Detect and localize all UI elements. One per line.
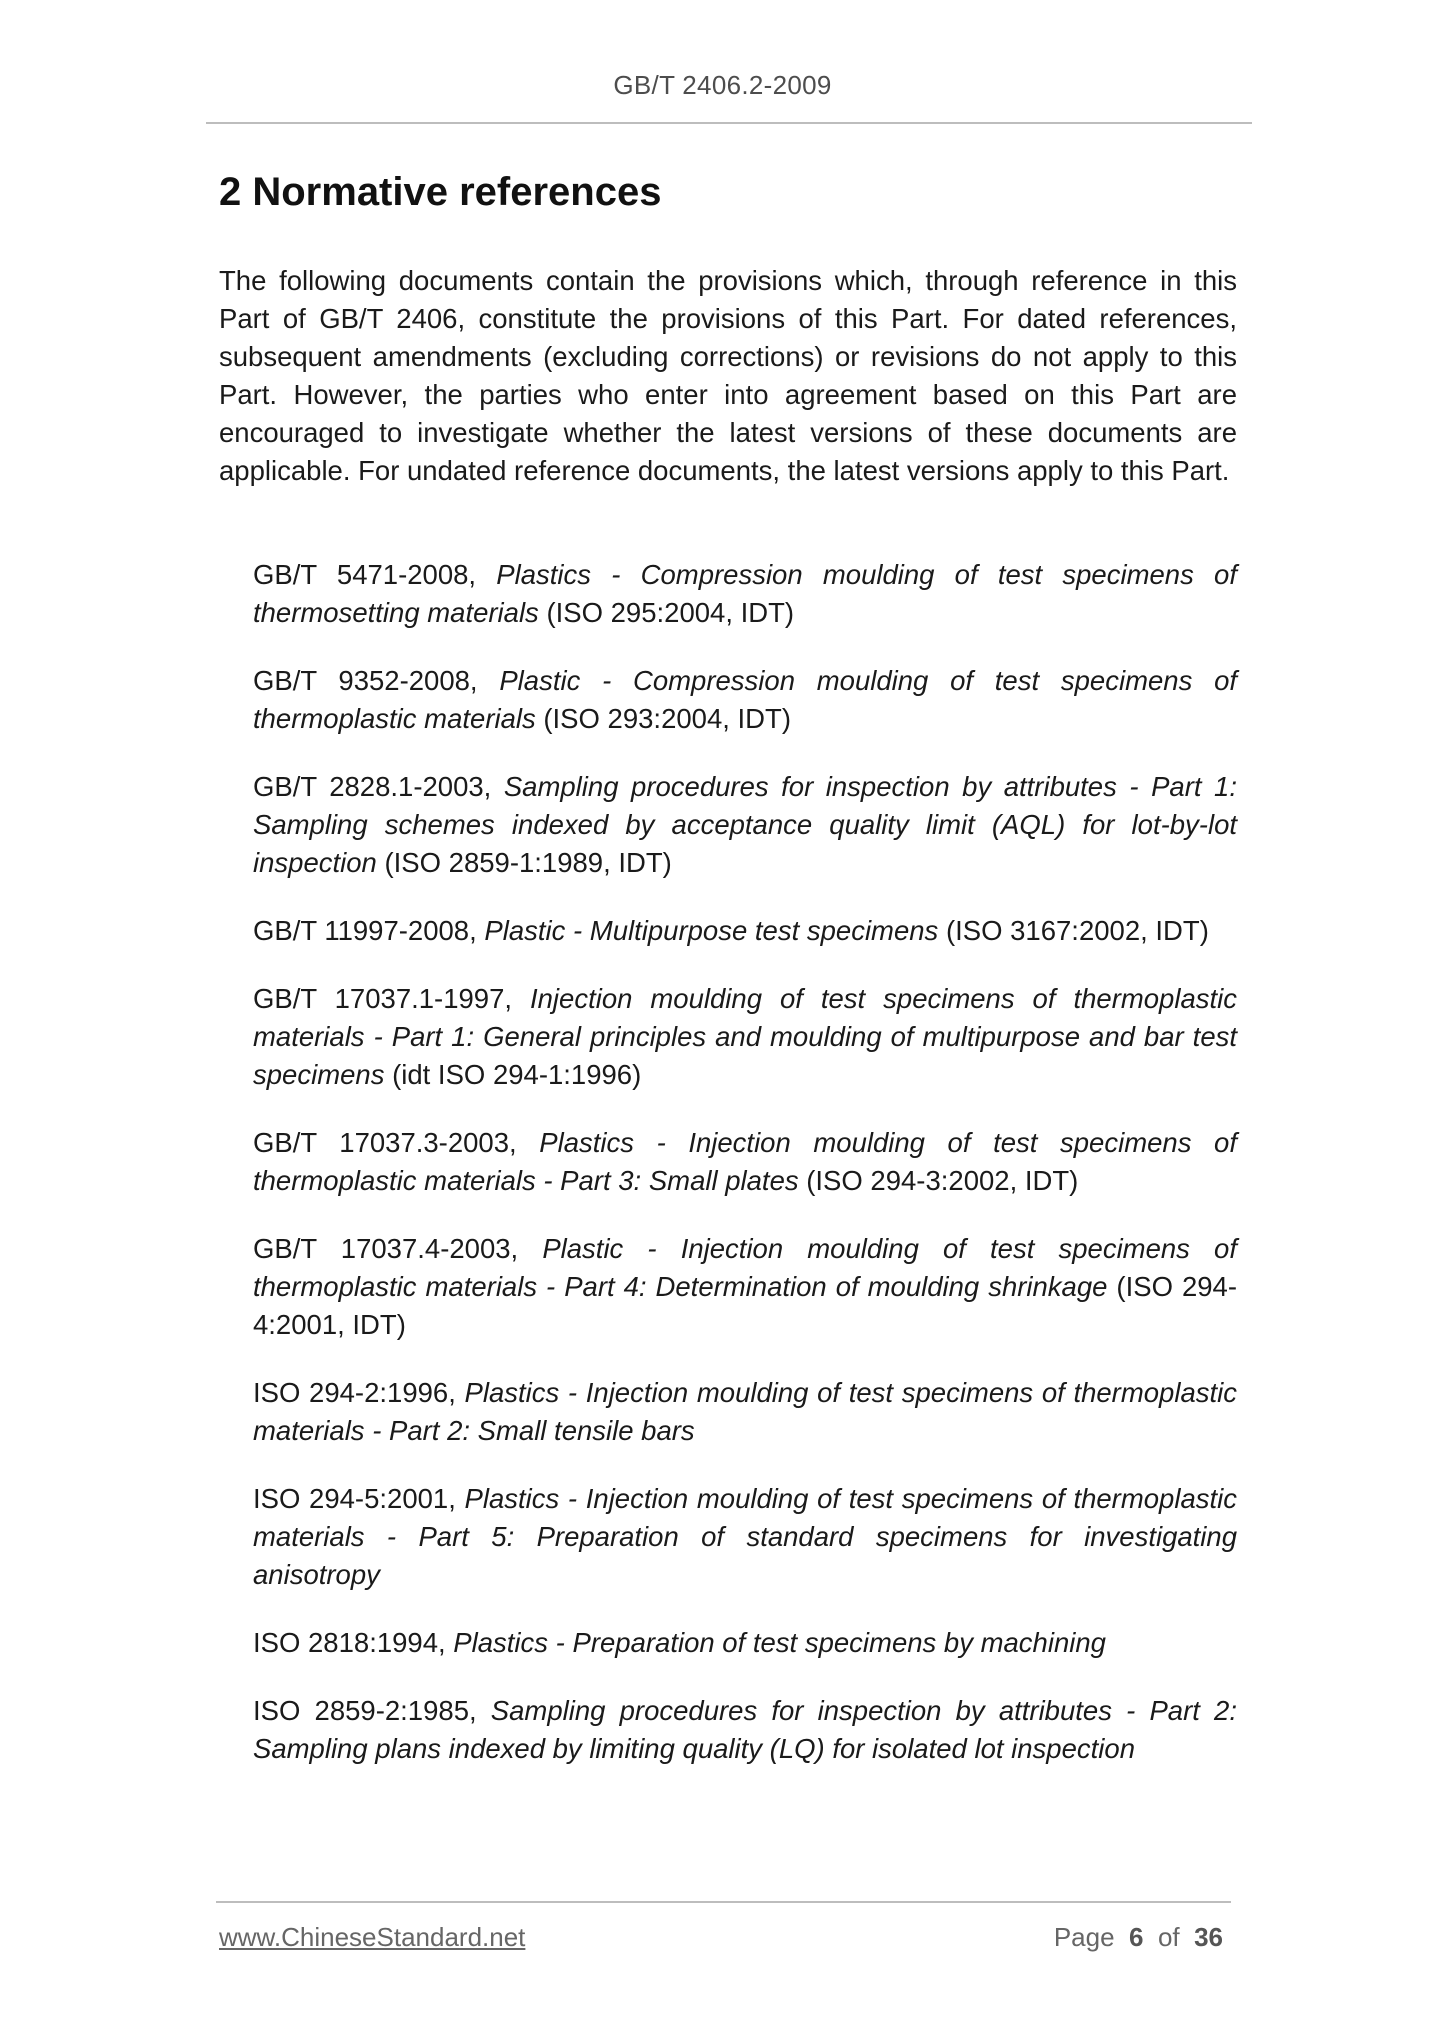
reference-suffix: (ISO 294-3:2002, IDT) — [798, 1165, 1079, 1196]
reference-title: Sampling procedures for inspection by attributes - Part 1: Sampling schemes indexed by acceptance quality limit (AQL) for lot-by-lot inspection — [253, 771, 1237, 878]
reference-title: Plastic - Compression moulding of test specimens of thermoplastic materials — [253, 665, 1237, 734]
total-pages: 36 — [1194, 1922, 1223, 1952]
reference-suffix: (idt ISO 294-1:1996) — [384, 1059, 642, 1090]
reference-item — [253, 556, 1237, 632]
reference-item — [253, 662, 1237, 738]
reference-item — [253, 980, 1237, 1094]
reference-code: ISO 294-2:1996, — [253, 1377, 465, 1408]
page-label: Page — [1053, 1922, 1115, 1952]
reference-suffix: (ISO 3167:2002, IDT) — [938, 915, 1209, 946]
page-indicator — [1054, 1922, 1223, 1953]
reference-title: Plastics - Preparation of test specimens by machining — [453, 1627, 1106, 1658]
reference-item — [253, 1124, 1237, 1200]
reference-code: GB/T 11997-2008, — [253, 915, 485, 946]
reference-title: Injection moulding of test specimens of thermoplastic materials - Part 1: General principles and moulding of multipurpose and bar test specimens — [253, 983, 1237, 1090]
reference-item — [253, 912, 1237, 950]
reference-item — [253, 1230, 1237, 1344]
reference-suffix: (ISO 294-4:2001, IDT) — [253, 1271, 1237, 1340]
reference-title: Plastics - Injection moulding of test specimens of thermoplastic materials - Part 5: Preparation of standard specimens for investigating anisotropy — [253, 1483, 1237, 1590]
reference-code: ISO 294-5:2001, — [253, 1483, 465, 1514]
reference-item — [253, 1692, 1237, 1768]
reference-code: ISO 2859-2:1985, — [253, 1695, 491, 1726]
reference-title: Sampling procedures for inspection by attributes - Part 2: Sampling plans indexed by limiting quality (LQ) for isolated lot inspection — [253, 1695, 1237, 1764]
reference-code: GB/T 2828.1-2003, — [253, 771, 504, 802]
reference-code: GB/T 5471-2008, — [253, 559, 497, 590]
of-label: of — [1157, 1922, 1180, 1952]
reference-title: Plastics - Injection moulding of test specimens of thermoplastic materials - Part 2: Small tensile bars — [253, 1377, 1237, 1446]
page-number: 6 — [1129, 1922, 1144, 1952]
reference-title: Plastic - Multipurpose test specimens — [484, 915, 939, 946]
header-divider — [206, 122, 1252, 124]
reference-title: Plastics - Injection moulding of test specimens of thermoplastic materials - Part 3: Small plates — [253, 1127, 1237, 1196]
reference-suffix: (ISO 2859-1:1989, IDT) — [376, 847, 672, 878]
website-link[interactable]: www.ChineseStandard.net — [219, 1922, 526, 1952]
reference-item — [253, 1374, 1237, 1450]
section-intro-paragraph: The following documents contain the provisions which, through reference in this Part of GB/T 2406, constitute the provisions of this Part. For dated references, subsequent amendments (excluding corrections) or revisions do not apply to this Part. However, the parties who enter into agreement based on this Part are encouraged to investigate whether the latest versions of these documents are applicable. For undated reference documents, the latest versions apply to this Part. — [219, 265, 1237, 486]
reference-code: GB/T 17037.4-2003, — [253, 1233, 543, 1264]
footer-divider — [216, 1901, 1231, 1903]
reference-item — [253, 768, 1237, 882]
reference-code: ISO 2818:1994, — [253, 1627, 454, 1658]
reference-suffix: (ISO 295:2004, IDT) — [538, 597, 795, 628]
reference-item — [253, 1624, 1237, 1662]
reference-title: Plastic - Injection moulding of test specimens of thermoplastic materials - Part 4: Determination of moulding shrinkage — [253, 1233, 1237, 1302]
reference-title: Plastics - Compression moulding of test specimens of thermosetting materials — [253, 559, 1237, 628]
reference-list — [253, 556, 1237, 1798]
section-title: 2 Normative references — [219, 170, 662, 214]
reference-suffix: (ISO 293:2004, IDT) — [535, 703, 791, 734]
reference-code: GB/T 17037.3-2003, — [253, 1127, 540, 1158]
reference-code: GB/T 17037.1-1997, — [253, 983, 530, 1014]
reference-item — [253, 1480, 1237, 1594]
document-header-id: GB/T 2406.2-2009 — [613, 70, 832, 100]
reference-code: GB/T 9352-2008, — [253, 665, 500, 696]
